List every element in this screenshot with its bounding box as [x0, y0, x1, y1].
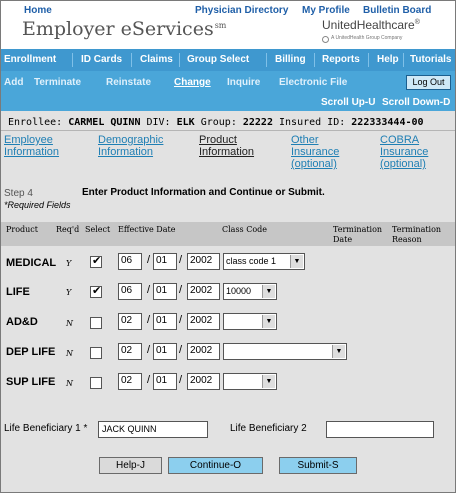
required-flag: N [66, 379, 73, 388]
select-checkbox[interactable] [90, 347, 102, 359]
date-separator: / [147, 314, 151, 326]
product-name: LIFE [6, 286, 30, 298]
enrollee-name: CARMEL QUINN [68, 117, 141, 128]
physician-directory-link[interactable]: Physician Directory [195, 5, 289, 16]
submenu-inquire[interactable]: Inquire [227, 77, 261, 88]
brand-superscript: sm [214, 20, 227, 30]
partner-mark-icon [322, 36, 329, 43]
insured-id-label: Insured ID: [279, 117, 346, 128]
life-beneficiary-2-input[interactable] [326, 421, 434, 438]
menu-divider [179, 53, 180, 67]
menu-group-select[interactable]: Group Select [187, 54, 250, 65]
sub-menu-bar [1, 71, 455, 111]
product-name: DEP LIFE [6, 346, 56, 358]
logout-button[interactable]: Log Out [406, 75, 451, 90]
step-instruction: Enter Product Information and Continue or Submit. [82, 187, 325, 198]
menu-divider [314, 53, 315, 67]
life-beneficiary-2-label: Life Beneficiary 2 [230, 423, 307, 434]
date-separator: / [179, 254, 183, 266]
menu-help[interactable]: Help [377, 54, 399, 65]
date-separator: / [179, 374, 183, 386]
date-separator: / [179, 284, 183, 296]
menu-tutorials[interactable]: Tutorials [410, 54, 452, 65]
group-value: 22222 [242, 117, 273, 128]
tab-label: Insurance [380, 146, 429, 158]
required-flag: N [66, 349, 73, 358]
dropdown-arrow-icon: ▼ [290, 255, 303, 268]
effective-month-input[interactable]: 06 [118, 253, 142, 270]
date-separator: / [147, 374, 151, 386]
main-menu-bar [1, 49, 455, 71]
product-table-header [1, 222, 455, 246]
life-beneficiary-1-input[interactable]: JACK QUINN [98, 421, 208, 438]
tab-label: (optional) [380, 158, 426, 170]
brand-title [22, 18, 226, 40]
effective-day-input[interactable]: 01 [153, 253, 177, 270]
effective-day-input[interactable]: 01 [153, 283, 177, 300]
select-checkbox[interactable] [90, 256, 102, 268]
class-code-select[interactable] [223, 253, 305, 270]
header-select: Select [85, 225, 111, 234]
insured-id-value: 222333444-00 [351, 117, 424, 128]
class-code-select[interactable] [223, 343, 347, 360]
header-termination-reason [392, 225, 441, 245]
menu-billing[interactable]: Billing [275, 54, 306, 65]
group-label: Group: [200, 117, 237, 128]
class-code-value: 10000 [226, 286, 252, 296]
class-code-select[interactable] [223, 313, 277, 330]
tab-cobra-insurance[interactable] [380, 134, 428, 170]
header-termination-date [333, 225, 382, 245]
life-beneficiary-1-label: Life Beneficiary 1 * [4, 423, 88, 434]
effective-day-input[interactable]: 01 [153, 373, 177, 390]
div-label: DIV: [146, 117, 171, 128]
menu-divider [403, 53, 404, 67]
tab-product-information[interactable] [199, 134, 254, 158]
product-name: SUP LIFE [6, 376, 56, 388]
partner-logo-text: UnitedHealthcare [322, 18, 415, 32]
help-button[interactable]: Help-J [99, 457, 162, 474]
enrollee-info [8, 117, 424, 128]
continue-button[interactable]: Continue-O [168, 457, 263, 474]
class-code-value: class code 1 [226, 256, 277, 266]
date-separator: / [147, 254, 151, 266]
my-profile-link[interactable]: My Profile [302, 5, 350, 16]
partner-logo [322, 18, 420, 32]
effective-day-input[interactable]: 01 [153, 343, 177, 360]
effective-year-input[interactable]: 2002 [187, 343, 220, 360]
checkmark-icon: ✔ [92, 254, 102, 267]
select-checkbox[interactable] [90, 377, 102, 389]
tab-label: COBRA [380, 134, 420, 146]
effective-year-input[interactable]: 2002 [187, 253, 220, 270]
effective-year-input[interactable]: 2002 [187, 313, 220, 330]
tab-label: Other [291, 134, 319, 146]
checkmark-icon: ✔ [92, 284, 102, 297]
scroll-up-link[interactable]: Scroll Up-U [321, 97, 376, 108]
tab-employee-information[interactable] [4, 134, 59, 158]
effective-month-input[interactable]: 06 [118, 283, 142, 300]
effective-year-input[interactable]: 2002 [187, 373, 220, 390]
select-checkbox[interactable] [90, 286, 102, 298]
date-separator: / [147, 284, 151, 296]
header-class-code: Class Code [222, 225, 267, 234]
effective-year-input[interactable]: 2002 [187, 283, 220, 300]
submenu-reinstate[interactable]: Reinstate [106, 77, 152, 88]
date-separator: / [179, 314, 183, 326]
brand-name: Employer eServices [22, 18, 214, 40]
menu-reports[interactable]: Reports [322, 54, 360, 65]
header-line: Date [333, 235, 353, 244]
effective-month-input[interactable]: 02 [118, 343, 142, 360]
tab-other-insurance[interactable] [291, 134, 339, 170]
tab-label: Demographic [98, 134, 164, 146]
dropdown-arrow-icon: ▼ [332, 345, 345, 358]
step-label: Step 4 [4, 188, 33, 199]
menu-claims[interactable]: Claims [140, 54, 173, 65]
effective-month-input[interactable]: 02 [118, 373, 142, 390]
submit-button[interactable]: Submit-S [279, 457, 357, 474]
tab-label: Employee [4, 134, 53, 146]
submenu-terminate[interactable]: Terminate [34, 77, 82, 88]
effective-month-input[interactable]: 02 [118, 313, 142, 330]
date-separator: / [179, 344, 183, 356]
menu-divider [368, 53, 369, 67]
required-flag: Y [66, 259, 72, 268]
menu-divider [131, 53, 132, 67]
product-name: MEDICAL [6, 257, 57, 269]
tab-label: (optional) [291, 158, 337, 170]
divider [1, 130, 455, 131]
tab-label: Product [199, 134, 237, 146]
tab-demographic-information[interactable] [98, 134, 163, 158]
bulletin-board-link[interactable]: Bulletin Board [363, 5, 432, 16]
menu-divider [266, 53, 267, 67]
header-product: Product [6, 225, 38, 234]
header-line: Termination [333, 225, 383, 234]
header-line: Termination [392, 225, 442, 234]
partner-tagline: A UnitedHealth Group Company [331, 35, 403, 41]
top-header [1, 1, 455, 49]
scroll-down-link[interactable]: Scroll Down-D [382, 97, 451, 108]
required-note: *Required Fields [4, 200, 71, 210]
tab-label: Information [4, 146, 60, 158]
tab-label: Information [199, 146, 255, 158]
date-separator: / [147, 344, 151, 356]
header-reqd: Req'd [56, 225, 80, 234]
effective-day-input[interactable]: 01 [153, 313, 177, 330]
select-checkbox[interactable] [90, 317, 102, 329]
submenu-add[interactable]: Add [4, 77, 24, 88]
required-flag: Y [66, 288, 72, 297]
header-effective-date: Effective Date [118, 225, 176, 234]
class-code-select[interactable] [223, 283, 277, 300]
product-name: AD&D [6, 316, 38, 328]
dropdown-arrow-icon: ▼ [262, 285, 275, 298]
class-code-select[interactable] [223, 373, 277, 390]
header-line: Reason [392, 235, 422, 244]
submenu-change[interactable]: Change [174, 77, 211, 88]
menu-enrollment[interactable]: Enrollment [4, 54, 57, 65]
tab-label: Information [98, 146, 154, 158]
menu-id-cards[interactable]: ID Cards [81, 54, 123, 65]
enrollee-label: Enrollee: [8, 117, 63, 128]
div-value: ELK [176, 117, 195, 128]
menu-divider [72, 53, 73, 67]
tab-label: Insurance [291, 146, 340, 158]
home-link[interactable]: Home [24, 5, 52, 16]
submenu-electronic-file[interactable]: Electronic File [279, 77, 348, 88]
partner-logo-sup: ® [414, 19, 420, 26]
required-flag: N [66, 319, 73, 328]
dropdown-arrow-icon: ▼ [262, 375, 275, 388]
dropdown-arrow-icon: ▼ [262, 315, 275, 328]
